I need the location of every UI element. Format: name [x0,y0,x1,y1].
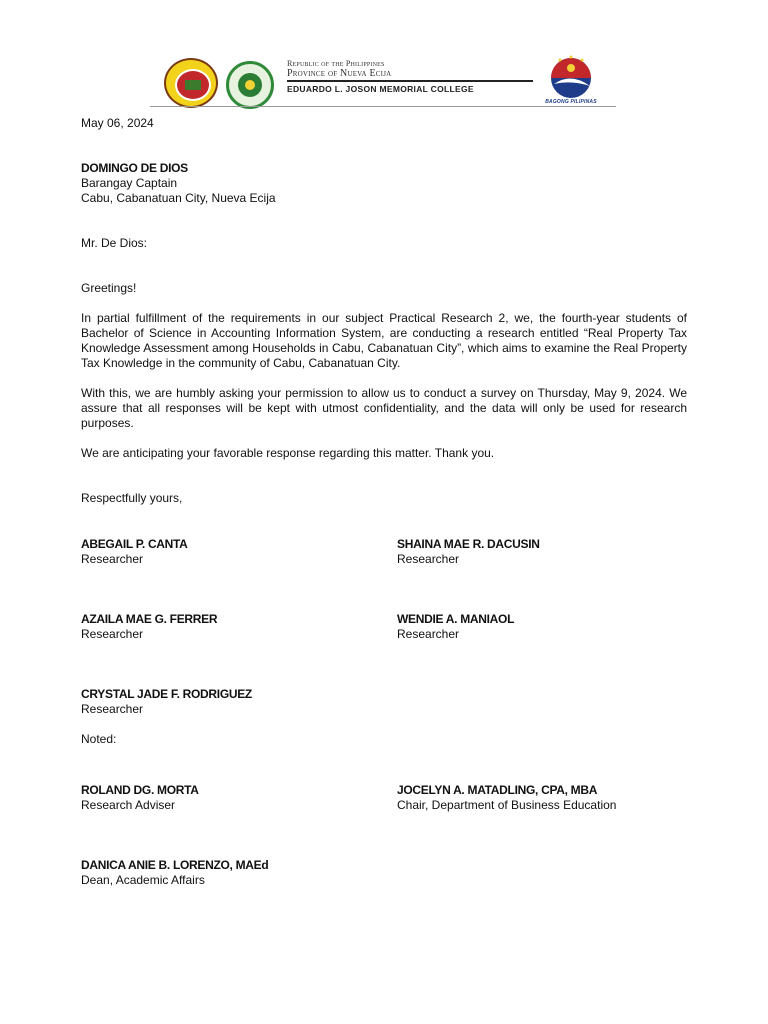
greeting: Greetings! [81,281,137,295]
letterhead-text [287,59,535,79]
letter-date: May 06, 2024 [81,116,154,130]
noted-name: DANICA ANIE B. LORENZO, MAEd [81,858,269,872]
researcher-role: Researcher [81,552,144,566]
recipient-address: Cabu, Cabanatuan City, Nueva Ecija [81,191,276,205]
noted-role: Dean, Academic Affairs [81,873,205,887]
researcher-role: Researcher [81,702,144,716]
paragraph-2: With this, we are humbly asking your permission to allow us to conduct a survey on Thursday, May 9, 2024. We assure that all responses will be kept with utmost confidentiality, and the data will only be used for research purposes. [81,386,687,430]
letterhead-republic: Republic of the Philippines [287,59,385,68]
researcher-role: Researcher [397,552,460,566]
letterhead-bottom-rule [150,106,616,107]
letterhead-province: Province of Nueva Ecija [287,68,392,79]
researcher-name: WENDIE A. MANIAOL [397,612,515,626]
recipient-name: DOMINGO DE DIOS [81,161,188,175]
researcher-name: SHAINA MAE R. DACUSIN [397,537,540,551]
letterhead-rule [287,80,533,82]
college-seal-logo [226,61,274,109]
bagong-pilipinas-label: BAGONG PILIPINAS [545,99,597,105]
noted-role: Chair, Department of Business Education [397,798,617,812]
letterhead [150,54,616,108]
province-seal-logo [164,58,218,108]
noted-name: ROLAND DG. MORTA [81,783,199,797]
researcher-name: AZAILA MAE G. FERRER [81,612,218,626]
closing: Respectfully yours, [81,491,183,505]
salutation: Mr. De Dios: [81,236,148,250]
researcher-name: ABEGAIL P. CANTA [81,537,188,551]
paragraph-3: We are anticipating your favorable response regarding this matter. Thank you. [81,446,495,460]
researcher-role: Researcher [81,627,144,641]
paragraph-1: In partial fulfillment of the requirements in our subject Practical Research 2, we, the fourth-year students of Bachelor of Science in Accounting Information System, are conducting a research entitled “Real Property Tax Knowledge Assessment among Households in Cabu, Cabanatuan City”, which aims to examine the Real Property Tax Knowledge in the community of Cabu, Cabanatuan City. [81,311,687,370]
bagong-pilipinas-logo [538,54,604,108]
noted-name: JOCELYN A. MATADLING, CPA, MBA [397,783,598,797]
researcher-role: Researcher [397,627,460,641]
bagong-pilipinas-emblem-icon [538,54,604,102]
letterhead-college-name: EDUARDO L. JOSON MEMORIAL COLLEGE [287,84,474,94]
researcher-name: CRYSTAL JADE F. RODRIGUEZ [81,687,252,701]
recipient-title: Barangay Captain [81,176,178,190]
noted-label: Noted: [81,732,117,746]
noted-role: Research Adviser [81,798,176,812]
